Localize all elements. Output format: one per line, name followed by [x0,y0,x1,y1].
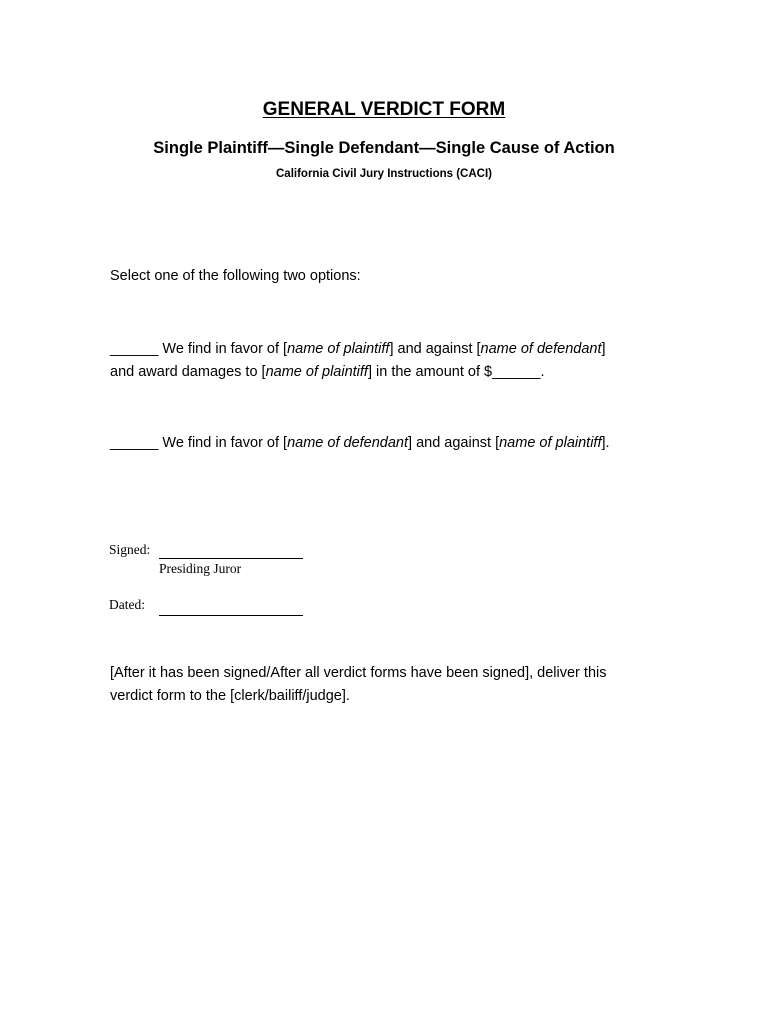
option-1-text: We find in favor of [ [158,341,288,357]
option-1-text: ] [601,341,606,357]
option-2-blank: ______ [110,435,159,451]
option-1-award-plaintiff-placeholder: name of plaintiff [265,364,368,380]
date-line [159,615,303,616]
form-subtitle: Single Plaintiff—Single Defendant—Single Cause of Action [153,139,615,157]
option-2-plaintiff-placeholder: name of plaintiff [499,435,602,451]
option-1-plaintiff-placeholder: name of plaintiff [287,341,390,357]
option-1-blank: ______ [110,341,159,357]
option-1-line-2 [110,364,545,380]
option-2-line [110,435,610,451]
option-1-defendant-placeholder: name of defendant [480,341,602,357]
option-2-text: ]. [601,435,610,451]
presiding-juror-label: Presiding Juror [159,561,242,576]
option-1-line-1 [110,341,606,357]
signature-line [159,558,303,559]
option-2-text: ] and against [ [408,435,500,451]
option-2-text: We find in favor of [ [158,435,288,451]
delivery-note-line-2: verdict form to the [clerk/bailiff/judge]. [110,688,350,704]
dated-label: Dated: [109,597,145,612]
option-2-defendant-placeholder: name of defendant [287,435,409,451]
option-1-text: ] and against [ [389,341,481,357]
form-source: California Civil Jury Instructions (CACI) [276,168,492,180]
delivery-note-line-1: [After it has been signed/After all verdict forms have been signed], deliver this [110,665,607,681]
instruction-text: Select one of the following two options: [110,268,361,284]
signed-label: Signed: [109,542,151,557]
form-title: GENERAL VERDICT FORM [262,99,506,120]
option-1-award-text: and award damages to [ [110,364,266,380]
option-1-amount-text: ] in the amount of $______. [367,364,545,380]
